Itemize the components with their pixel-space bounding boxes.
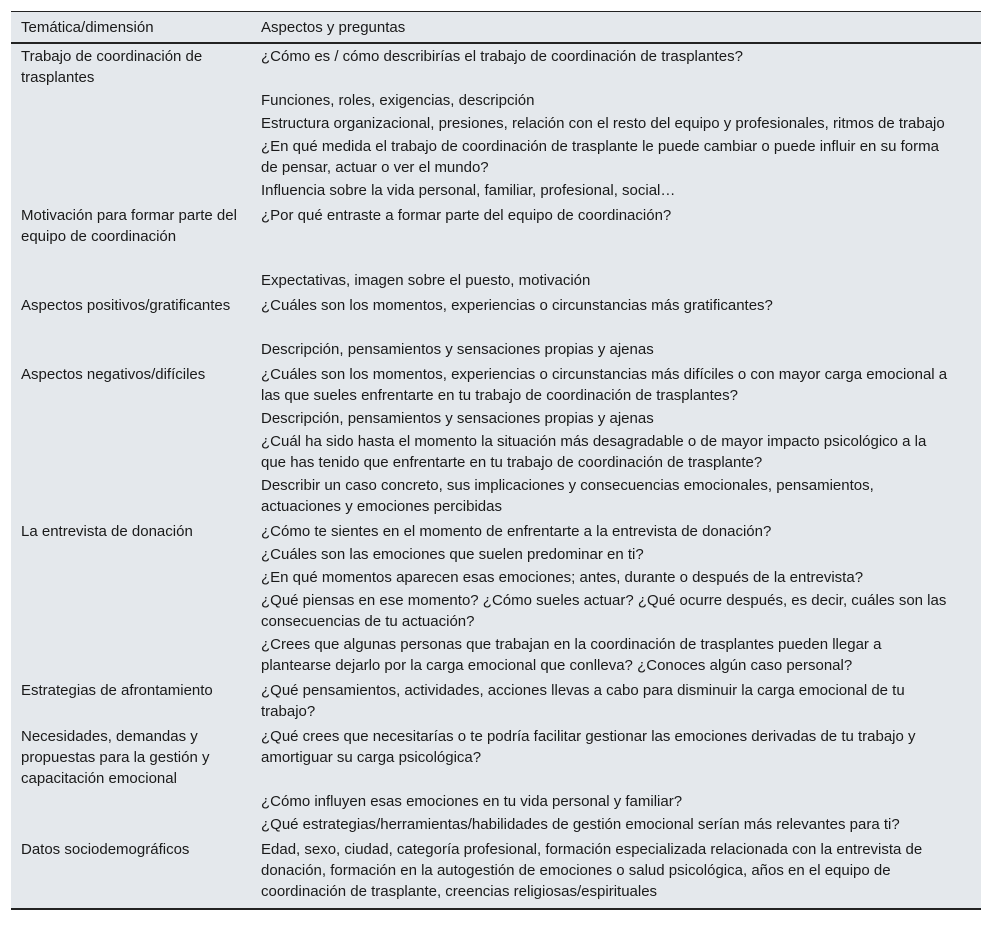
theme-cell: Estrategias de afrontamiento (21, 682, 213, 699)
aspect-item: ¿Cuál ha sido hasta el momento la situación más desagradable o de mayor impacto psicológico a la que has tenido que enfrentarte en tu trabajo de coordinación de trasplante? (261, 433, 927, 471)
interview-guide-table (11, 11, 981, 910)
aspect-item: Descripción, pensamientos y sensaciones propias y ajenas (261, 341, 654, 358)
header-aspects: Aspectos y preguntas (251, 12, 981, 43)
aspect-item: ¿Cómo influyen esas emociones en tu vida personal y familiar? (261, 793, 683, 810)
table-row (11, 724, 981, 837)
aspects-cell (251, 724, 981, 837)
theme-cell: Aspectos negativos/difíciles (21, 366, 206, 383)
aspect-item: Edad, sexo, ciudad, categoría profesional, formación especializada relacionada con la entrevista de donación, formación en la autogestión de emociones o salud psicológica, años en el equipo de coordinación de trasplante, creencias religiosas/espirituales (261, 841, 923, 900)
aspect-item: ¿Cómo es / cómo describirías el trabajo de coordinación de trasplantes? (261, 48, 743, 65)
theme-cell: Necesidades, demandas y propuestas para la gestión y capacitación emocional (21, 728, 210, 787)
aspect-item: ¿En qué medida el trabajo de coordinación de trasplante le puede cambiar o puede influir en su forma de pensar, actuar o ver el mundo? (261, 138, 939, 176)
aspect-item: Descripción, pensamientos y sensaciones propias y ajenas (261, 410, 654, 427)
theme-cell: Trabajo de coordinación de trasplantes (21, 48, 203, 86)
aspect-item: Influencia sobre la vida personal, familiar, profesional, social… (261, 182, 676, 199)
aspect-item: Describir un caso concreto, sus implicaciones y consecuencias emocionales, pensamientos, actuaciones y emociones percibidas (261, 477, 874, 515)
table-row (11, 203, 981, 293)
table (11, 12, 981, 908)
aspect-item: ¿Cuáles son los momentos, experiencias o circunstancias más gratificantes? (261, 297, 773, 314)
theme-cell: Aspectos positivos/gratificantes (21, 297, 231, 314)
theme-cell: Motivación para formar parte del equipo de coordinación (21, 207, 237, 245)
theme-cell: Datos sociodemográficos (21, 841, 190, 858)
aspects-cell (251, 678, 981, 724)
header-theme: Temática/dimensión (11, 12, 251, 43)
aspect-item: ¿Cómo te sientes en el momento de enfrentarte a la entrevista de donación? (261, 523, 772, 540)
aspect-item: Funciones, roles, exigencias, descripción (261, 92, 535, 109)
table-header (11, 12, 981, 43)
aspect-item: ¿Qué estrategias/herramientas/habilidades de gestión emocional serían más relevantes para ti? (261, 816, 900, 833)
theme-cell: La entrevista de donación (21, 523, 193, 540)
table-row (11, 678, 981, 724)
table-row (11, 519, 981, 678)
aspect-item: ¿Crees que algunas personas que trabajan en la coordinación de trasplantes pueden llegar a plantearse dejarlo por la carga emocional que conlleva? ¿Conoces algún caso personal? (261, 636, 882, 674)
header-row (11, 12, 981, 43)
aspect-item: ¿Qué pensamientos, actividades, acciones llevas a cabo para disminuir la carga emocional de tu trabajo? (261, 682, 905, 720)
aspect-item: ¿Cuáles son las emociones que suelen predominar en ti? (261, 546, 644, 563)
aspects-cell (251, 203, 981, 293)
aspects-cell (251, 362, 981, 519)
table-row (11, 43, 981, 203)
table-row (11, 362, 981, 519)
aspects-cell (251, 837, 981, 908)
aspects-cell (251, 293, 981, 362)
aspects-cell (251, 43, 981, 203)
aspect-item: ¿Por qué entraste a formar parte del equipo de coordinación? (261, 207, 672, 224)
aspect-item: Expectativas, imagen sobre el puesto, motivación (261, 272, 591, 289)
aspect-item: Estructura organizacional, presiones, relación con el resto del equipo y profesionales, ritmos de trabajo (261, 115, 945, 132)
aspect-item: ¿Qué piensas en ese momento? ¿Cómo sueles actuar? ¿Qué ocurre después, es decir, cuáles son las consecuencias de tu actuación? (261, 592, 947, 630)
aspects-cell (251, 519, 981, 678)
aspect-item: ¿En qué momentos aparecen esas emociones; antes, durante o después de la entrevista? (261, 569, 864, 586)
aspect-item: ¿Cuáles son los momentos, experiencias o circunstancias más difíciles o con mayor carga emocional a las que sueles enfrentarte en tu trabajo de coordinación de trasplantes? (261, 366, 948, 404)
aspect-item: ¿Qué crees que necesitarías o te podría facilitar gestionar las emociones derivadas de tu trabajo y amortiguar su carga psicológica? (261, 728, 916, 766)
table-row (11, 293, 981, 362)
table-body (11, 43, 981, 908)
table-row (11, 837, 981, 908)
